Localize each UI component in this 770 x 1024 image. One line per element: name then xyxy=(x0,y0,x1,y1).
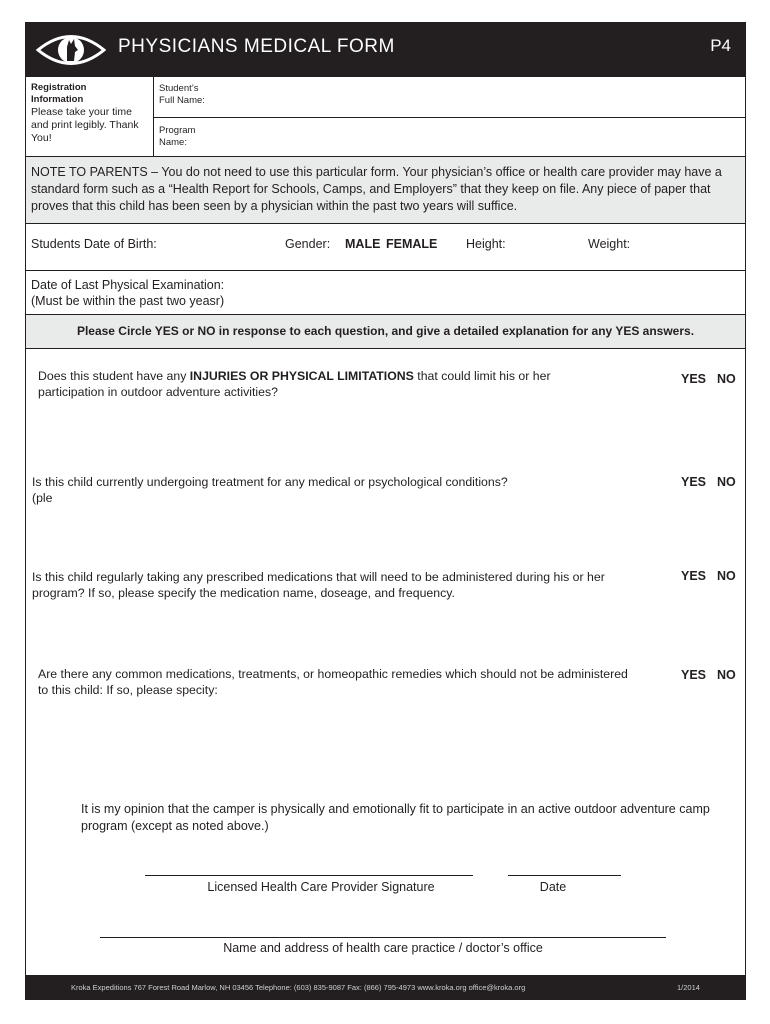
gender-label: Gender: xyxy=(285,237,331,251)
note-to-parents: NOTE TO PARENTS – You do not need to use this particular form. Your physician’s office or health care provider may have a standard form such as a “Health Report for Schools, Camps, and Employers” that they keep on file. Any piece of paper that proves that this child has been seen by a physician within the past two years will suffice. xyxy=(26,156,745,224)
student-name-field[interactable]: Student’s Full Name: xyxy=(153,77,745,118)
q1-no-option[interactable]: NO xyxy=(717,372,736,386)
form-title: PHYSICIANS MEDICAL FORM xyxy=(118,36,395,57)
practice-address-caption: Name and address of health care practice / doctor’s office xyxy=(223,941,543,955)
dob-field[interactable]: Students Date of Birth: xyxy=(31,237,157,251)
question-treatment: Is this child currently undergoing treatment for any medical or psychological conditions? (ple xyxy=(32,475,508,505)
weight-field[interactable]: Weight: xyxy=(588,237,631,251)
question-remedies: Are there any common medications, treatments, or homeopathic remedies which should not be administered to this child: If so, please specity: xyxy=(38,667,628,697)
program-name-field[interactable]: Program Name: xyxy=(153,118,745,156)
eye-wolf-logo-icon xyxy=(36,31,106,69)
practice-address-line[interactable] xyxy=(100,937,666,938)
date-caption: Date xyxy=(539,880,567,894)
gender-female-option[interactable]: FEMALE xyxy=(386,237,438,251)
physician-opinion-statement: It is my opinion that the camper is physically and emotionally fit to participate in an active outdoor adventure camp program (except as noted above.) xyxy=(81,802,710,833)
q2-yes-option[interactable]: YES xyxy=(681,475,707,489)
q4-yes-option[interactable]: YES xyxy=(681,668,707,682)
medical-form-page xyxy=(25,22,746,1000)
footer-contact: Kroka Expeditions 767 Forest Road Marlow, NH 03456 Telephone: (603) 835-9087 Fax: (866) 795-4973 www.kroka.org office@kroka.org xyxy=(71,983,526,992)
instruction-banner: Please Circle YES or NO in response to each question, and give a detailed explanation for any YES answers. xyxy=(26,315,745,349)
date-line[interactable] xyxy=(508,875,621,876)
footer-version: 1/2014 xyxy=(677,983,700,992)
provider-signature-line[interactable] xyxy=(145,875,473,876)
gender-male-option[interactable]: MALE xyxy=(345,237,381,251)
q3-yes-option[interactable]: YES xyxy=(681,569,707,583)
q3-no-option[interactable]: NO xyxy=(717,569,736,583)
question-medications: Is this child regularly taking any prescribed medications that will need to be administered during his or her program? If so, please specify the medication name, doseage, and frequency. xyxy=(32,570,605,600)
q2-no-option[interactable]: NO xyxy=(717,475,736,489)
height-field[interactable]: Height: xyxy=(466,237,506,251)
page-number: P4 xyxy=(710,36,731,55)
q4-no-option[interactable]: NO xyxy=(717,668,736,682)
form-header xyxy=(26,23,745,77)
student-details-row xyxy=(26,224,745,271)
registration-info-label: Registration Information Please take your time and print legibly. Thank You! xyxy=(31,82,139,144)
provider-signature-caption: Licensed Health Care Provider Signature xyxy=(207,880,435,894)
q1-yes-option[interactable]: YES xyxy=(681,372,707,386)
question-injuries: Does this student have any INJURIES OR PHYSICAL LIMITATIONS that could limit his or her participation in outdoor adventure activities? xyxy=(38,369,551,399)
last-exam-field[interactable]: Date of Last Physical Examination: (Must be within the past two yeasr) xyxy=(26,271,745,315)
footer-bar xyxy=(26,975,745,999)
